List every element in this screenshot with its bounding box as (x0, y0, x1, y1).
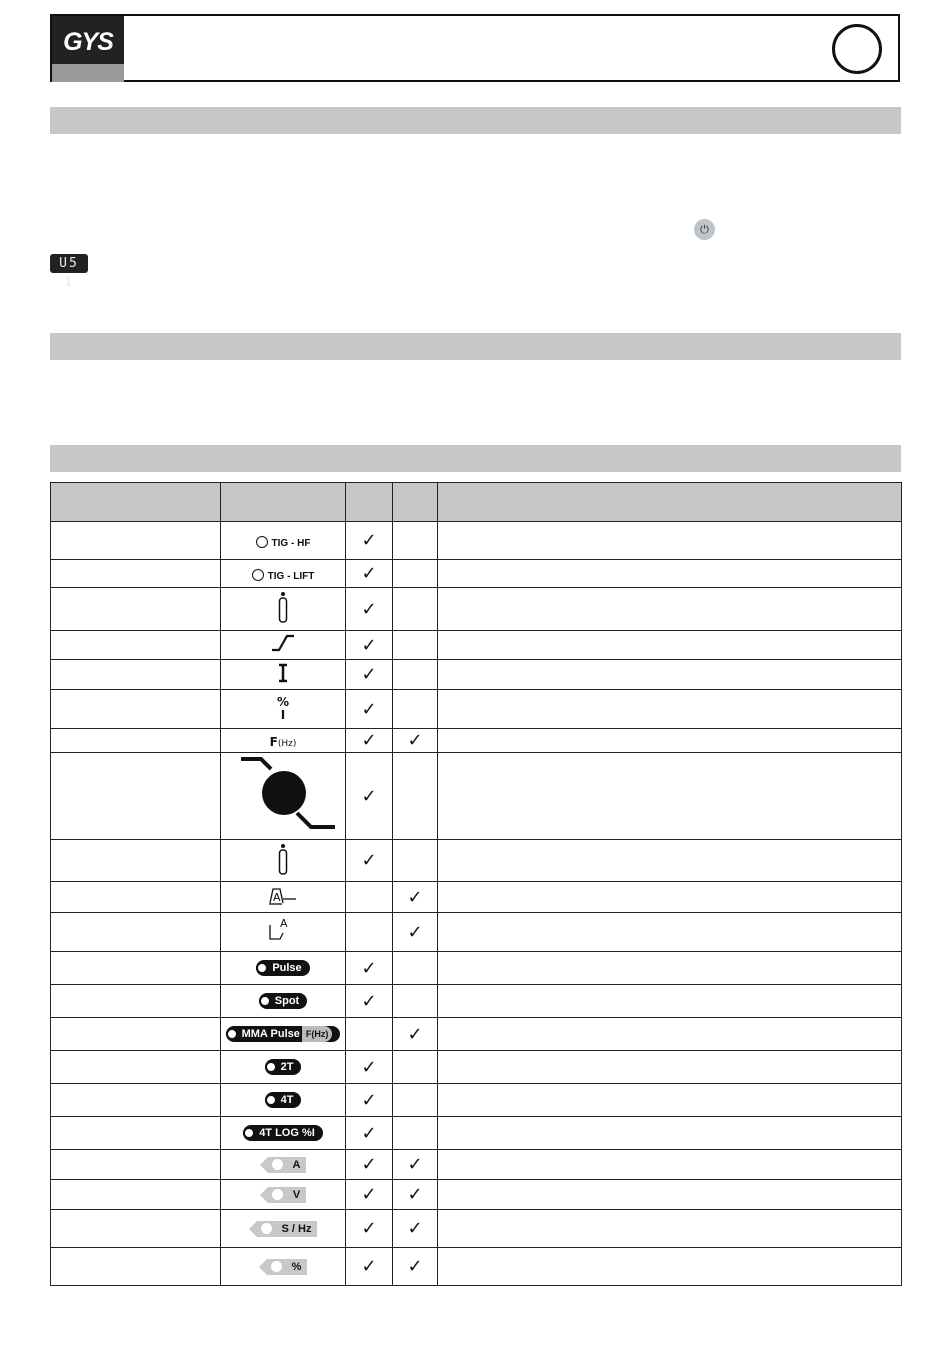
table-row (51, 1210, 902, 1248)
row-icon-cell (221, 560, 346, 588)
check-cell-mode-1 (346, 660, 393, 690)
check-mark: ✓ (361, 730, 377, 751)
tag-label: A (292, 1158, 301, 1171)
upslope-icon (270, 637, 296, 656)
table-row (51, 1150, 902, 1180)
check-cell-mode-1 (346, 522, 393, 560)
table-row (51, 952, 902, 985)
row-label-cell (51, 690, 221, 729)
tag-label: V (292, 1188, 301, 1201)
row-label-cell (51, 882, 221, 913)
check-cell-mode-2 (393, 1018, 438, 1051)
row-label-cell (51, 660, 221, 690)
table-row (51, 1051, 902, 1084)
power-icon: ⏻ (694, 219, 715, 240)
row-description-cell (438, 1180, 902, 1210)
icon-letter: A (273, 891, 281, 904)
table-row (51, 882, 902, 913)
table-header-cell (393, 483, 438, 522)
check-cell-mode-1 (346, 1117, 393, 1150)
pill-dot-icon (243, 1127, 255, 1139)
row-icon-cell (221, 660, 346, 690)
check-cell-mode-2 (393, 1117, 438, 1150)
status-display: U5 1 (50, 254, 88, 273)
row-description-cell (438, 1150, 902, 1180)
table-row (51, 1117, 902, 1150)
section-bar-2 (50, 333, 901, 360)
row-description-cell (438, 1210, 902, 1248)
check-mark: ✓ (407, 921, 423, 943)
mode-pill (256, 960, 309, 976)
row-icon-cell (221, 522, 346, 560)
check-cell-mode-2 (393, 1051, 438, 1084)
check-cell-mode-2 (393, 913, 438, 952)
check-cell-mode-2 (393, 1084, 438, 1117)
row-description-cell (438, 1018, 902, 1051)
row-icon-cell (221, 729, 346, 753)
check-cell-mode-2 (393, 660, 438, 690)
table-row (51, 1180, 902, 1210)
row-label-cell (51, 560, 221, 588)
check-mark: ✓ (407, 1023, 423, 1045)
row-description-cell (438, 631, 902, 660)
row-label-cell (51, 729, 221, 753)
mode-pill (243, 1125, 323, 1141)
check-cell-mode-1 (346, 1150, 393, 1180)
row-label-cell (51, 913, 221, 952)
tag-dot-icon (271, 1261, 282, 1272)
pill-dot-icon (226, 1028, 238, 1040)
language-circle-icon (832, 24, 882, 74)
row-description-cell (438, 1084, 902, 1117)
row-icon-cell (221, 631, 346, 660)
check-mark: ✓ (407, 1256, 423, 1277)
check-mark: ✓ (407, 730, 423, 751)
check-mark: ✓ (407, 1154, 423, 1175)
row-icon-cell (221, 985, 346, 1018)
row-icon-cell (221, 1210, 346, 1248)
row-description-cell (438, 560, 902, 588)
gys-logo (52, 16, 124, 82)
row-label-cell (51, 1018, 221, 1051)
row-icon-cell (221, 882, 346, 913)
table-row (51, 690, 902, 729)
mode-ring-icon (252, 569, 264, 581)
pill-label: 4T (280, 1093, 294, 1106)
row-label-cell (51, 952, 221, 985)
logo-band (52, 64, 124, 82)
check-mark: ✓ (361, 1154, 377, 1175)
check-cell-mode-2 (393, 631, 438, 660)
row-label-cell (51, 1117, 221, 1150)
check-mark: ✓ (361, 1122, 377, 1144)
check-cell-mode-2 (393, 522, 438, 560)
pill-label: 4T LOG %I (259, 1126, 315, 1139)
row-icon-cell (221, 1180, 346, 1210)
row-description-cell (438, 840, 902, 882)
pill-dot-icon (265, 1061, 277, 1073)
table-header-cell (51, 483, 221, 522)
check-cell-mode-1 (346, 729, 393, 753)
hot-start-icon (268, 885, 298, 909)
frequency-unit: (Hz) (277, 739, 297, 749)
table-row (51, 588, 902, 631)
check-cell-mode-2 (393, 690, 438, 729)
pill-label: Spot (274, 994, 300, 1007)
check-mark: ✓ (361, 957, 377, 979)
row-description-cell (438, 1051, 902, 1084)
check-mark: ✓ (361, 850, 377, 871)
mode-pill (265, 1092, 302, 1108)
row-label-cell (51, 522, 221, 560)
row-icon-cell (221, 1117, 346, 1150)
table-row (51, 660, 902, 690)
arc-force-icon (268, 919, 298, 945)
row-label-cell (51, 1180, 221, 1210)
check-cell-mode-1 (346, 913, 393, 952)
row-description-cell (438, 660, 902, 690)
pill-dot-icon (265, 1094, 277, 1106)
table-header-row (51, 483, 902, 522)
check-mark: ✓ (361, 1056, 377, 1078)
check-cell-mode-1 (346, 560, 393, 588)
section-bar-3 (50, 445, 901, 472)
row-description-cell (438, 522, 902, 560)
mode-pill (226, 1026, 341, 1042)
table-row (51, 729, 902, 753)
check-cell-mode-2 (393, 560, 438, 588)
row-icon-cell (221, 1051, 346, 1084)
table-row (51, 631, 902, 660)
check-cell-mode-2 (393, 840, 438, 882)
row-label-cell (51, 1051, 221, 1084)
table-row (51, 560, 902, 588)
check-mark: ✓ (361, 598, 377, 620)
row-description-cell (438, 913, 902, 952)
tag-label: S / Hz (281, 1222, 312, 1235)
check-mark: ✓ (361, 1256, 377, 1277)
table-row (51, 913, 902, 952)
check-cell-mode-2 (393, 882, 438, 913)
row-icon-cell (221, 913, 346, 952)
pill-extension: F(Hz) (302, 1026, 333, 1042)
check-cell-mode-1 (346, 952, 393, 985)
check-cell-mode-1 (346, 753, 393, 840)
check-cell-mode-1 (346, 690, 393, 729)
row-description-cell (438, 952, 902, 985)
table-header-cell (346, 483, 393, 522)
row-description-cell (438, 729, 902, 753)
frequency-label: F (269, 735, 278, 749)
row-icon-cell (221, 1248, 346, 1286)
row-description-cell (438, 985, 902, 1018)
pill-dot-icon (259, 995, 271, 1007)
row-description-cell (438, 588, 902, 631)
check-cell-mode-1 (346, 840, 393, 882)
check-cell-mode-1 (346, 631, 393, 660)
row-description-cell (438, 753, 902, 840)
current-icon (277, 668, 289, 687)
check-cell-mode-1 (346, 1180, 393, 1210)
tag-dot-icon (261, 1223, 272, 1234)
tag-dot-icon (272, 1159, 283, 1170)
row-icon-cell (221, 588, 346, 631)
tag-dot-icon (272, 1189, 283, 1200)
section-bar-1 (50, 107, 901, 134)
row-icon-cell (221, 1084, 346, 1117)
check-cell-mode-1 (346, 1018, 393, 1051)
table-row (51, 840, 902, 882)
mode-label: TIG - LIFT (267, 571, 315, 582)
row-label-cell (51, 1210, 221, 1248)
check-cell-mode-1 (346, 985, 393, 1018)
row-label-cell (51, 588, 221, 631)
tag-label: % (291, 1260, 302, 1273)
current-symbol: I (280, 708, 286, 722)
check-cell-mode-1 (346, 588, 393, 631)
row-icon-cell (221, 952, 346, 985)
pill-label: MMA Pulse (241, 1027, 300, 1040)
check-mark: ✓ (361, 1089, 377, 1111)
table-row (51, 1018, 902, 1051)
check-cell-mode-2 (393, 588, 438, 631)
mode-pill (265, 1059, 302, 1075)
table-header-cell (438, 483, 902, 522)
gas-bottle-icon (277, 861, 289, 880)
row-icon-cell (221, 1018, 346, 1051)
check-mark: ✓ (361, 1184, 377, 1205)
unit-tag (267, 1259, 308, 1275)
check-cell-mode-1 (346, 1248, 393, 1286)
check-mark: ✓ (407, 1218, 423, 1239)
check-cell-mode-2 (393, 1248, 438, 1286)
check-cell-mode-2 (393, 729, 438, 753)
check-mark: ✓ (361, 990, 377, 1012)
cycle-wave-icon (231, 820, 335, 839)
settings-table (50, 482, 902, 1286)
unit-tag (268, 1157, 307, 1173)
row-description-cell (438, 882, 902, 913)
row-label-cell (51, 1084, 221, 1117)
check-cell-mode-2 (393, 1210, 438, 1248)
unit-tag (257, 1221, 318, 1237)
check-mark: ✓ (361, 1218, 377, 1239)
row-icon-cell (221, 1150, 346, 1180)
row-icon-cell (221, 753, 346, 840)
check-mark: ✓ (407, 1184, 423, 1205)
check-mark: ✓ (361, 530, 377, 551)
table-row (51, 985, 902, 1018)
table-row (51, 1084, 902, 1117)
row-icon-cell (221, 690, 346, 729)
check-cell-mode-1 (346, 1084, 393, 1117)
row-label-cell (51, 753, 221, 840)
table-row (51, 1248, 902, 1286)
row-description-cell (438, 1248, 902, 1286)
check-cell-mode-2 (393, 1180, 438, 1210)
pill-dot-icon (256, 962, 268, 974)
row-label-cell (51, 840, 221, 882)
check-cell-mode-2 (393, 753, 438, 840)
check-cell-mode-1 (346, 882, 393, 913)
logo-text: GYS (63, 28, 113, 56)
pill-label: 2T (280, 1060, 294, 1073)
check-cell-mode-2 (393, 952, 438, 985)
table-row (51, 753, 902, 840)
row-label-cell (51, 631, 221, 660)
check-mark: ✓ (407, 886, 423, 908)
page-header (50, 14, 900, 82)
check-mark: ✓ (361, 563, 377, 584)
row-label-cell (51, 1248, 221, 1286)
mode-pill (259, 993, 307, 1009)
check-mark: ✓ (361, 634, 377, 656)
check-cell-mode-2 (393, 1150, 438, 1180)
gas-bottle-icon (277, 609, 289, 628)
table-row (51, 522, 902, 560)
unit-tag (268, 1187, 306, 1203)
check-cell-mode-2 (393, 985, 438, 1018)
row-label-cell (51, 985, 221, 1018)
row-icon-cell (221, 840, 346, 882)
row-label-cell (51, 1150, 221, 1180)
check-cell-mode-1 (346, 1051, 393, 1084)
mode-ring-icon (256, 536, 268, 548)
check-mark: ✓ (361, 785, 377, 807)
row-description-cell (438, 1117, 902, 1150)
row-description-cell (438, 690, 902, 729)
check-mark: ✓ (361, 698, 377, 720)
mode-label: TIG - HF (271, 538, 311, 549)
table-header-cell (221, 483, 346, 522)
check-mark: ✓ (361, 664, 377, 685)
check-cell-mode-1 (346, 1210, 393, 1248)
percent-current-icon (221, 696, 345, 722)
pill-label: Pulse (272, 961, 302, 974)
icon-letter: A (280, 917, 288, 930)
percent-label: % (276, 695, 290, 709)
